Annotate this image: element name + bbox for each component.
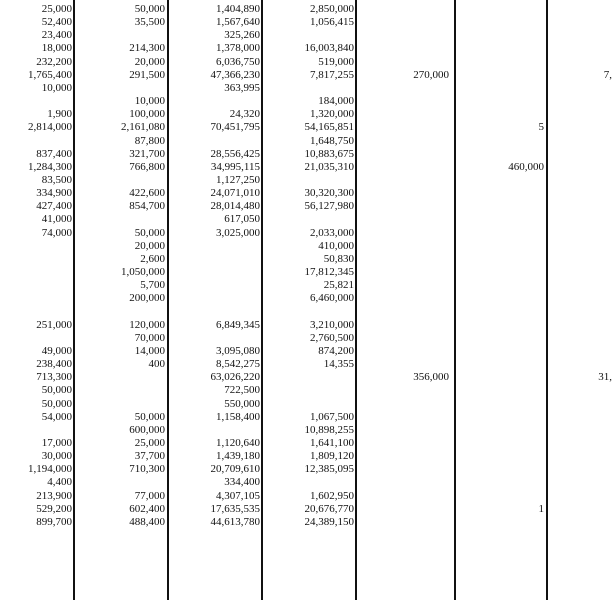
table-cell: 1,127,250: [216, 173, 260, 186]
table-row: [0, 3, 600, 16]
table-cell: 50,830: [323, 252, 354, 265]
table-cell: 184,000: [318, 95, 354, 108]
table-cell: 50,000: [134, 226, 165, 239]
table-cell: 87,800: [134, 134, 165, 147]
table-cell: 232,200: [36, 55, 72, 68]
table-cell: 529,200: [36, 502, 72, 515]
table-cell: 63,026,220: [210, 371, 260, 384]
table-cell: 74,000: [41, 226, 72, 239]
table-cell: 291,500: [129, 68, 165, 81]
table-cell: 1,284,300: [28, 160, 72, 173]
table-cell: 356,000: [413, 371, 449, 384]
table-row: [0, 437, 600, 450]
table-cell: [0, 161, 612, 174]
table-cell: [0, 148, 612, 161]
table-cell: 6,036,750: [216, 55, 260, 68]
table-row: [0, 345, 600, 358]
table-cell: 2,850,000: [310, 3, 354, 15]
table-cell: [0, 253, 612, 266]
table-cell: [0, 411, 612, 424]
table-cell: [0, 56, 612, 69]
table-cell: 2,760,500: [310, 331, 354, 344]
table-cell: 321,700: [129, 147, 165, 160]
table-cell: 10,898,255: [304, 423, 354, 436]
table-cell: 2,161,080: [121, 121, 165, 134]
table-cell: 20,000: [134, 239, 165, 252]
table-cell: 50,000: [41, 397, 72, 410]
table-cell: 2,814,000: [28, 121, 72, 134]
table-cell: 52,400: [41, 16, 72, 29]
table-row: [0, 95, 600, 108]
table-cell: 77,000: [134, 489, 165, 502]
table-cell: 4,307,105: [216, 489, 260, 502]
table-cell: 28,556,425: [210, 147, 260, 160]
table-row: [0, 503, 600, 516]
table-row: [0, 174, 600, 187]
table-cell: 17,812,345: [304, 266, 354, 278]
table-cell: 10,000: [41, 81, 72, 94]
table-cell: 1,404,890: [216, 3, 260, 15]
table-cell: 363,995: [224, 81, 260, 94]
table-cell: 334,400: [224, 476, 260, 489]
table-cell: 213,900: [36, 489, 72, 502]
table-row: [0, 476, 600, 489]
table-cell: 34,995,115: [210, 160, 260, 173]
table-cell: [0, 476, 612, 489]
table-cell: 4,400: [47, 476, 72, 489]
table-cell: 14,355: [323, 358, 354, 371]
table-cell: 427,400: [36, 200, 72, 213]
table-cell: 24,320: [229, 108, 260, 121]
table-cell: 854,700: [129, 200, 165, 213]
table-cell: 70,451,795: [210, 121, 260, 134]
table-cell: 25,000: [41, 3, 72, 15]
table-cell: 23,400: [41, 29, 72, 42]
table-cell: 50,000: [41, 384, 72, 397]
table-row: [0, 135, 600, 148]
table-cell: 1,809,120: [310, 450, 354, 463]
table-cell: 120,000: [129, 318, 165, 331]
table-row: [0, 279, 600, 292]
table-cell: 41,000: [41, 213, 72, 226]
table-cell: [0, 305, 612, 318]
table-cell: 550,000: [224, 397, 260, 410]
table-row: [0, 319, 600, 332]
table-cell: [0, 345, 612, 358]
table-cell: [0, 463, 612, 476]
table-cell: 1,641,100: [310, 436, 354, 449]
table-cell: [0, 516, 612, 529]
table-cell: 50,000: [134, 3, 165, 15]
table-row: [0, 187, 600, 200]
table-row: [0, 332, 600, 345]
table-cell: [0, 95, 612, 108]
table-cell: 30,000: [41, 450, 72, 463]
table-cell: [0, 332, 612, 345]
table-cell: 47,366,230: [210, 68, 260, 81]
table-cell: [0, 358, 612, 371]
table-row: [0, 213, 600, 226]
table-cell: 1,900: [47, 108, 72, 121]
table-row: [0, 424, 600, 437]
table-cell: [0, 384, 612, 397]
table-cell: 400: [148, 358, 165, 371]
table-row: [0, 411, 600, 424]
table-cell: 18,000: [41, 42, 72, 55]
table-cell: 20,676,770: [304, 502, 354, 515]
table-row: [0, 358, 600, 371]
table-row: [0, 108, 600, 121]
table-cell: [0, 437, 612, 450]
table-row: [0, 490, 600, 503]
table-row: [0, 148, 600, 161]
table-row: [0, 82, 600, 95]
table-cell: 25,821: [323, 279, 354, 292]
table-cell: 325,260: [224, 29, 260, 42]
table-cell: 28,014,480: [210, 200, 260, 213]
table-cell: 1,158,400: [216, 410, 260, 423]
table-cell: [0, 82, 612, 95]
table-cell: 31,: [598, 371, 612, 384]
table-cell: [0, 187, 612, 200]
table-row: [0, 450, 600, 463]
table-row: [0, 384, 600, 397]
table-cell: 37,700: [134, 450, 165, 463]
table-cell: 710,300: [129, 463, 165, 476]
table-cell: [0, 240, 612, 253]
table-cell: [0, 424, 612, 437]
table-cell: 20,709,610: [210, 463, 260, 476]
table-cell: 54,165,851: [304, 121, 354, 134]
table-cell: 5: [538, 121, 544, 134]
table-cell: 30,320,300: [304, 187, 354, 200]
table-cell: 1,378,000: [216, 42, 260, 55]
table-cell: 1,439,180: [216, 450, 260, 463]
table-row: [0, 121, 600, 134]
table-cell: 270,000: [413, 68, 449, 81]
table-row: [0, 266, 600, 279]
table-cell: 200,000: [129, 292, 165, 305]
table-cell: 1,120,640: [216, 436, 260, 449]
table-row: [0, 161, 600, 174]
table-cell: [0, 227, 612, 240]
table-cell: 899,700: [36, 515, 72, 528]
table-cell: 460,000: [508, 160, 544, 173]
table-cell: [0, 213, 612, 226]
table-cell: 1,602,950: [310, 489, 354, 502]
table-cell: 17,635,535: [210, 502, 260, 515]
table-cell: 8,542,275: [216, 358, 260, 371]
table-cell: 334,900: [36, 187, 72, 200]
table-cell: 519,000: [318, 55, 354, 68]
table-cell: 3,095,080: [216, 344, 260, 357]
table-cell: 1,567,640: [216, 16, 260, 29]
table-row: [0, 253, 600, 266]
table-cell: 5,700: [140, 279, 165, 292]
table-cell: 251,000: [36, 318, 72, 331]
table-row: [0, 463, 600, 476]
table-cell: 44,613,780: [210, 515, 260, 528]
table-cell: 21,035,310: [304, 160, 354, 173]
table-cell: 3,025,000: [216, 226, 260, 239]
table-cell: 713,300: [36, 371, 72, 384]
table-cell: 56,127,980: [304, 200, 354, 213]
table-cell: 602,400: [129, 502, 165, 515]
table-cell: 50,000: [134, 410, 165, 423]
table-cell: [0, 121, 612, 134]
table-cell: 1,194,000: [28, 463, 72, 476]
table-cell: 488,400: [129, 515, 165, 528]
table-cell: 1,067,500: [310, 410, 354, 423]
table-cell: 1,056,415: [310, 16, 354, 29]
table-row: [0, 42, 600, 55]
table-cell: 7,: [603, 68, 612, 81]
table-cell: [0, 3, 612, 16]
table-cell: 214,300: [129, 42, 165, 55]
table-cell: 1,050,000: [121, 266, 165, 278]
table-row: [0, 240, 600, 253]
table-cell: 70,000: [134, 331, 165, 344]
table-cell: [0, 319, 612, 332]
table-cell: 410,000: [318, 239, 354, 252]
table-cell: 837,400: [36, 147, 72, 160]
table-cell: 16,003,840: [304, 42, 354, 55]
table-cell: [0, 29, 612, 42]
table-row: [0, 56, 600, 69]
table-cell: [0, 42, 612, 55]
table-row: [0, 200, 600, 213]
table-cell: 10,883,675: [304, 147, 354, 160]
table-row: [0, 29, 600, 42]
table-cell: 874,200: [318, 344, 354, 357]
table-row: [0, 516, 600, 529]
table-cell: 24,389,150: [304, 515, 354, 528]
table-cell: 49,000: [41, 344, 72, 357]
table-cell: 1,765,400: [28, 68, 72, 81]
table-cell: 766,800: [129, 160, 165, 173]
table-cell: [0, 450, 612, 463]
table-cell: 6,849,345: [216, 318, 260, 331]
table-cell: [0, 279, 612, 292]
table-cell: 7,817,255: [310, 68, 354, 81]
table-cell: 6,460,000: [310, 292, 354, 305]
table-cell: [0, 200, 612, 213]
table-row: [0, 68, 612, 82]
table-cell: [0, 503, 612, 516]
table-cell: 35,500: [134, 16, 165, 29]
table-row: [0, 398, 600, 411]
table-cell: [0, 174, 612, 187]
table-cell: 1: [538, 502, 544, 515]
table-cell: [0, 16, 612, 29]
table-row: [0, 371, 612, 384]
table-cell: 1,648,750: [310, 134, 354, 147]
table-cell: 238,400: [36, 358, 72, 371]
table-row: [0, 227, 600, 240]
table-cell: [0, 398, 612, 411]
table-cell: 25,000: [134, 436, 165, 449]
table-cell: 722,500: [224, 384, 260, 397]
table-cell: 14,000: [134, 344, 165, 357]
table-cell: 2,600: [140, 252, 165, 265]
table-cell: 3,210,000: [310, 318, 354, 331]
table-cell: 10,000: [134, 95, 165, 108]
table-cell: 422,600: [129, 187, 165, 200]
table-row: [0, 16, 600, 29]
table-cell: 24,071,010: [210, 187, 260, 200]
table-cell: 83,500: [41, 173, 72, 186]
table-row: [0, 305, 600, 318]
table-cell: 54,000: [41, 410, 72, 423]
table-cell: 1,320,000: [310, 108, 354, 121]
table-cell: 600,000: [129, 423, 165, 436]
table-cell: 617,050: [224, 213, 260, 226]
table-cell: 2,033,000: [310, 226, 354, 239]
table-cell: 12,385,095: [304, 463, 354, 476]
table-cell: 20,000: [134, 55, 165, 68]
table-cell: [0, 108, 612, 121]
table-cell: [0, 266, 612, 279]
table-cell: [0, 490, 612, 503]
table-cell: [0, 135, 612, 148]
table-row: [0, 292, 600, 305]
table-cell: 100,000: [129, 108, 165, 121]
table-cell: 17,000: [41, 436, 72, 449]
table-cell: [0, 292, 612, 305]
